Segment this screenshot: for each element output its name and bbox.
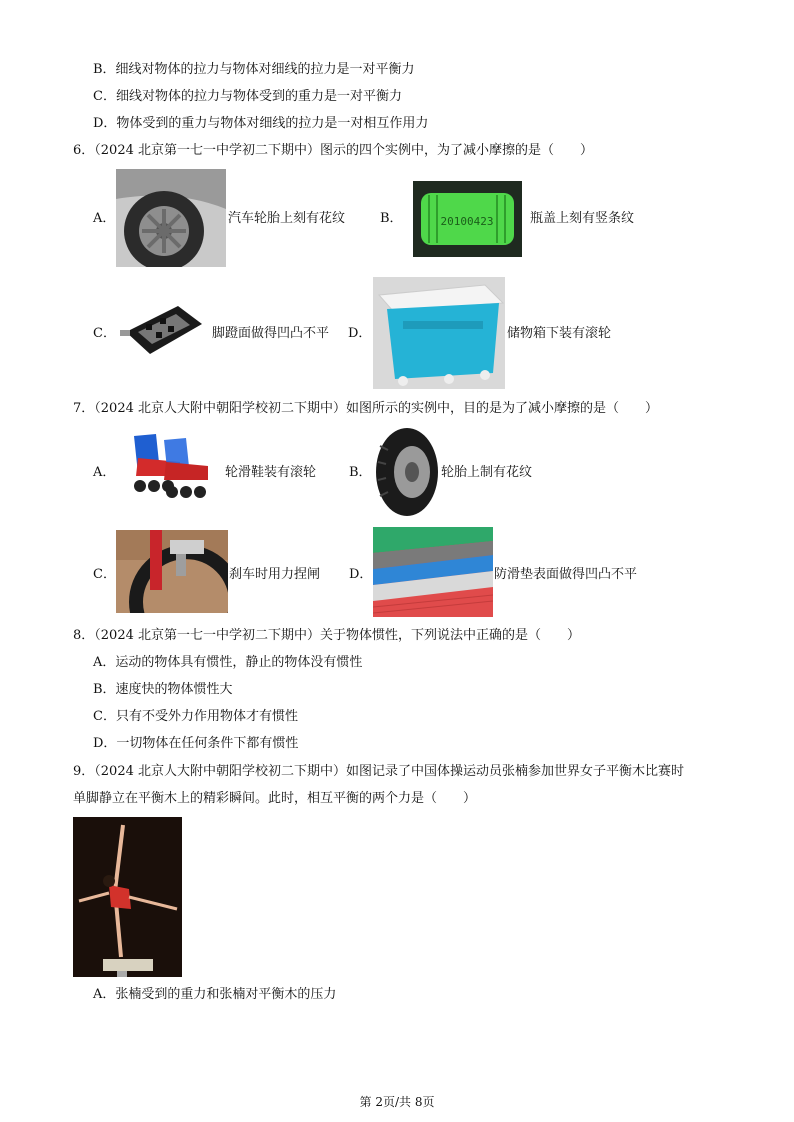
balance-beam-gymnast-image: [73, 817, 182, 977]
q7-c-letter: C．: [93, 567, 116, 582]
q8-option-a: A．运动的物体具有惯性，静止的物体没有惯性: [93, 655, 363, 670]
q7-a-letter: A．: [93, 465, 116, 480]
anti-slip-mat-image: [373, 527, 493, 617]
q9-stem-line1: 9．（2024 北京人大附中朝阳学校初二下期中）如图记录了中国体操运动员张楠参加世界女子平衡木比赛时: [73, 764, 684, 779]
q9-stem-line2: 单脚静立在平衡木上的精彩瞬间。此时，相互平衡的两个力是（ ）: [73, 791, 477, 806]
bottle-cap-image: [413, 181, 522, 257]
q5-option-c: C．细线对物体的拉力与物体受到的重力是一对平衡力: [93, 89, 402, 104]
q6-b-text: 瓶盖上刻有竖条纹: [530, 211, 635, 226]
q7-stem: 7．（2024 北京人大附中朝阳学校初二下期中）如图所示的实例中，目的是为了减小摩擦的是（ ）: [73, 401, 658, 416]
q5-option-b: B．细线对物体的拉力与物体对细线的拉力是一对平衡力: [93, 62, 415, 77]
page-number: 第 2页/共 8页: [359, 1095, 435, 1109]
q6-c-text: 脚蹬面做得凹凸不平: [212, 326, 330, 341]
q7-b-letter: B．: [349, 465, 372, 480]
bottle-cap-print: 20100423: [440, 215, 494, 228]
q8-option-b: B．速度快的物体惯性大: [93, 682, 233, 697]
pedal-image: [116, 294, 208, 368]
bike-brake-image: [116, 530, 228, 613]
q6-a-text: 汽车轮胎上刻有花纹: [228, 211, 346, 226]
q7-c-text: 刹车时用力捏闸: [229, 567, 321, 582]
q6-stem: 6．（2024 北京第一七一中学初二下期中）图示的四个实例中，为了减小摩擦的是（ ）: [73, 143, 593, 158]
roller-skates-image: [120, 428, 210, 503]
q6-b-letter: B．: [380, 211, 403, 226]
storage-box-image: [373, 277, 505, 389]
tire-tread-image: [374, 426, 440, 518]
q6-d-text: 储物箱下装有滚轮: [507, 326, 612, 341]
q6-d-letter: D．: [348, 326, 372, 341]
q7-a-text: 轮滑鞋装有滚轮: [225, 465, 317, 480]
q9-option-a: A．张楠受到的重力和张楠对平衡木的压力: [93, 987, 337, 1002]
q8-stem: 8．（2024 北京第一七一中学初二下期中）关于物体惯性，下列说法中正确的是（ ）: [73, 628, 580, 643]
q6-a-letter: A．: [93, 211, 116, 226]
q7-b-text: 轮胎上制有花纹: [441, 465, 533, 480]
car-tire-image: [116, 169, 226, 267]
q7-d-letter: D．: [349, 567, 373, 582]
q6-c-letter: C．: [93, 326, 116, 341]
q8-option-c: C．只有不受外力作用物体才有惯性: [93, 709, 298, 724]
q7-d-text: 防滑垫表面做得凹凸不平: [494, 567, 638, 582]
q5-option-d: D．物体受到的重力与物体对细线的拉力是一对相互作用力: [93, 116, 429, 131]
q8-option-d: D．一切物体在任何条件下都有惯性: [93, 736, 299, 751]
